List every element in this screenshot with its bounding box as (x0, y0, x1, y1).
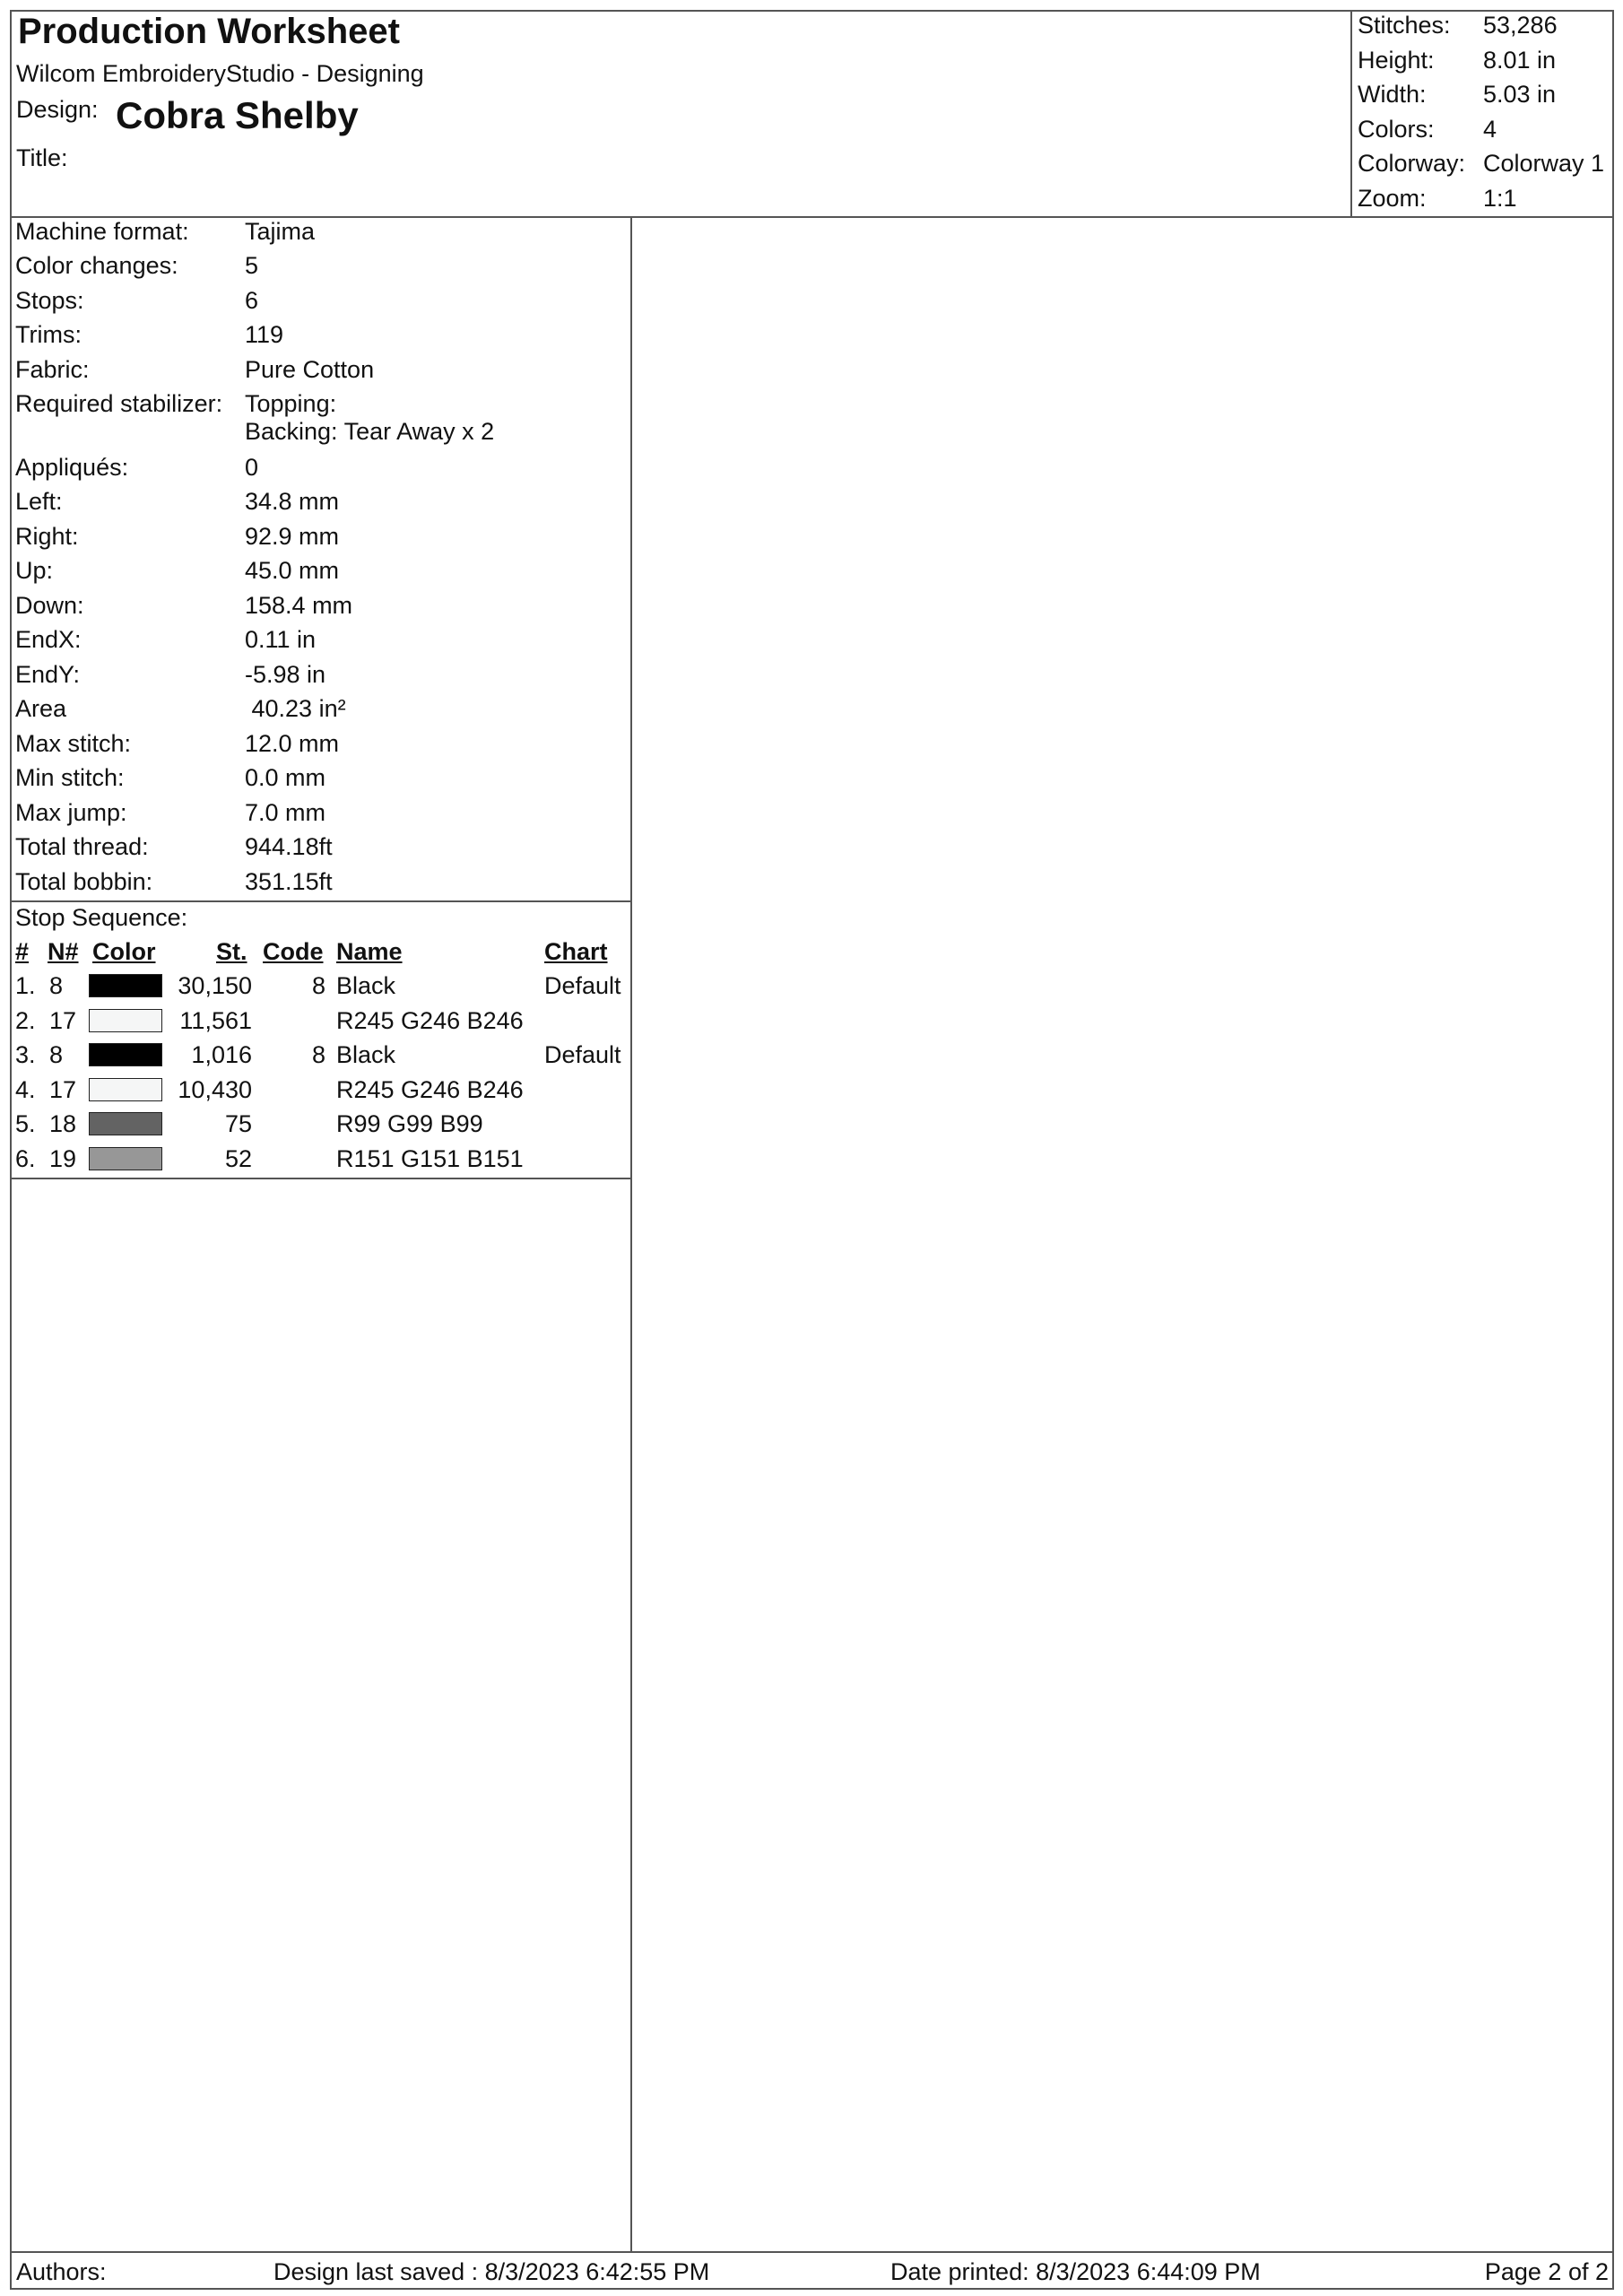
col-header-needle: N# (48, 938, 79, 965)
row-needle: 19 (49, 1145, 77, 1172)
color-swatch (89, 1043, 162, 1066)
color-swatch (89, 1112, 162, 1135)
design-name: Cobra Shelby (116, 94, 359, 136)
row-name: Black (336, 1041, 396, 1068)
row-num: 1. (15, 972, 36, 999)
design-label: Design: (16, 96, 99, 123)
row-chart: Default (544, 1041, 621, 1068)
col-header-name: Name (336, 938, 403, 965)
row-num: 5. (15, 1110, 36, 1137)
row-num: 2. (15, 1007, 36, 1034)
worksheet-header (10, 10, 1614, 218)
footer-page-number: Page 2 of 2 (1484, 2258, 1609, 2285)
col-header-stitches: St. (216, 938, 247, 965)
row-num: 3. (15, 1041, 36, 1068)
color-swatch (89, 1078, 162, 1101)
footer-authors: Authors: (16, 2258, 107, 2285)
row-name: R245 G246 B246 (336, 1007, 524, 1034)
row-needle: 8 (49, 972, 64, 999)
row-name: Black (336, 972, 396, 999)
stat-stitches: Stitches: 53,286 (1358, 12, 1558, 39)
stat-colors: Colors: 4 (1358, 116, 1497, 143)
footer-date-printed: Date printed: 8/3/2023 6:44:09 PM (890, 2258, 1261, 2285)
stat-zoom: Zoom: 1:1 (1358, 185, 1517, 212)
row-stitches: 30,150 (178, 972, 252, 999)
col-header-num: # (15, 938, 30, 965)
footer-last-saved: Design last saved : 8/3/2023 6:42:55 PM (273, 2258, 710, 2285)
stat-colorway: Colorway: Colorway 1 (1358, 150, 1605, 177)
column-divider (630, 218, 632, 2251)
worksheet-footer (10, 2251, 1614, 2290)
col-header-color: Color (92, 938, 156, 965)
row-num: 6. (15, 1145, 36, 1172)
row-needle: 18 (49, 1110, 77, 1137)
color-swatch (89, 1147, 162, 1170)
row-stitches: 75 (224, 1110, 252, 1137)
color-swatch (89, 1009, 162, 1032)
stat-width: Width: 5.03 in (1358, 81, 1557, 108)
stats-panel (1350, 10, 1614, 216)
row-code: 8 (311, 1041, 325, 1068)
title-label: Title: (16, 144, 68, 171)
stop-sequence-label: Stop Sequence: (15, 904, 188, 931)
app-subtitle: Wilcom EmbroideryStudio - Designing (16, 60, 424, 87)
row-chart: Default (544, 972, 621, 999)
stat-height: Height: 8.01 in (1358, 47, 1557, 74)
section-divider (10, 900, 630, 902)
row-stitches: 11,561 (179, 1007, 252, 1034)
row-code: 8 (311, 972, 325, 999)
row-name: R99 G99 B99 (336, 1110, 483, 1137)
row-num: 4. (15, 1076, 36, 1103)
col-header-code: Code (263, 938, 324, 965)
row-needle: 17 (49, 1076, 77, 1103)
row-needle: 17 (49, 1007, 77, 1034)
row-name: R245 G246 B246 (336, 1076, 524, 1103)
row-stitches: 10,430 (178, 1076, 252, 1103)
col-header-chart: Chart (544, 938, 608, 965)
row-stitches: 52 (224, 1145, 252, 1172)
row-needle: 8 (49, 1041, 64, 1068)
page-title: Production Worksheet (18, 12, 400, 51)
row-stitches: 1,016 (191, 1041, 252, 1068)
design-info-panel: Machine format: Tajima Color changes: 5 Stops: 6 Trims: 119 Fabric: Pure Cotton Required stabilizer: Topping: Backing: Tear Away x 2 Appliqués: 0 Left: 34.8 mm Right: 92.9 mm Up: 45.0 mm Down: 158.4 mm EndX: 0.11 in EndY: -5.98 in Area 40.23 in² Max stitch: 12.0 mm Min stitch: 0.0 mm Max jump: 7.0 mm Total thread: 944.18ft Total bobbin: 351.15ft Stop Sequence: # N# Color St. Code Name Chart 1. 8 30,150 8 Black Default 2. 17 11,561 R245 G246 B246 3. 8 1,016 8 Black Default 4. 17 10,430 R245 G246 B246 5. 18 75 R99 G99 B99 6. 19 52 R151 G151 B151 (10, 218, 632, 1179)
color-swatch (89, 974, 162, 997)
row-name: R151 G151 B151 (336, 1145, 524, 1172)
